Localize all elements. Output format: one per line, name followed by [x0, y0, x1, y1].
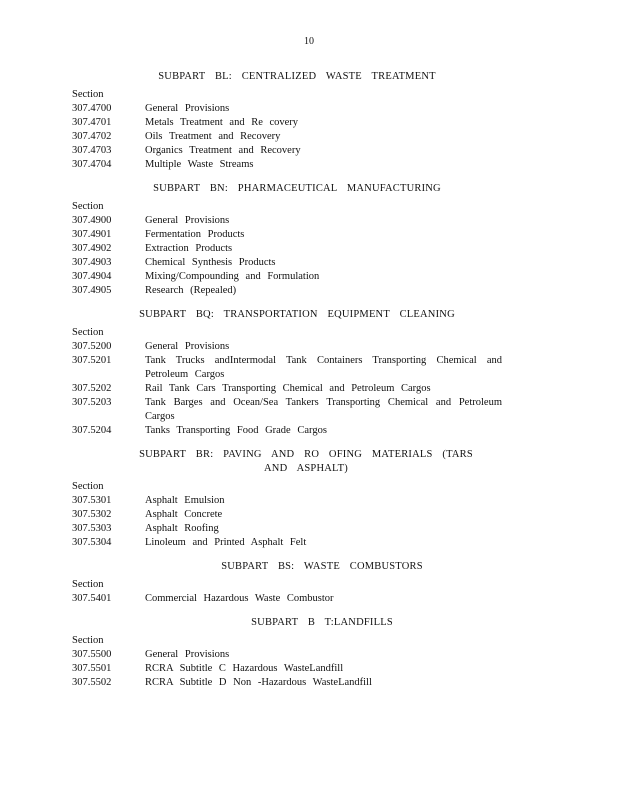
section-title: Chemical Synthesis Products [145, 257, 276, 268]
list-item [72, 522, 502, 536]
section-number: 307.5501 [72, 663, 112, 674]
list-item [72, 102, 502, 116]
subpart-title: SUBPART BQ: TRANSPORTATION EQUIPMENT CLEANING [139, 309, 455, 320]
list-item [72, 130, 502, 144]
subpart-bl [72, 70, 502, 172]
section-number: 307.5302 [72, 509, 112, 520]
section-title: Linoleum and Printed Asphalt Felt [145, 537, 307, 548]
section-number: 307.5301 [72, 495, 112, 506]
subpart-title: SUBPART BS: WASTE COMBUSTORS [221, 561, 423, 572]
list-item [72, 284, 502, 298]
section-title: Rail Tank Cars Transporting Chemical and Petroleum Cargos [145, 383, 431, 394]
section-title: Oils Treatment and Recovery [145, 131, 281, 142]
section-number: 307.5204 [72, 425, 112, 436]
section-number: 307.4903 [72, 257, 112, 268]
section-title: Tank Trucks andIntermodal Tank Containers Transporting Chemical and Petroleum Cargos [145, 355, 502, 380]
section-number: 307.4900 [72, 215, 112, 226]
section-title: Metals Treatment and Re covery [145, 117, 299, 128]
section-number: 307.4704 [72, 159, 112, 170]
list-item [72, 242, 502, 256]
section-number: 307.5303 [72, 523, 112, 534]
subpart-title: SUBPART B T:LANDFILLS [251, 617, 393, 628]
subpart-title: SUBPART BL: CENTRALIZED WASTE TREATMENT [158, 71, 436, 82]
section-number: 307.4904 [72, 271, 112, 282]
section-number: 307.4902 [72, 243, 112, 254]
subpart-title: SUBPART BN: PHARMACEUTICAL MANUFACTURING [153, 183, 441, 194]
section-title: RCRA Subtitle D Non -Hazardous WasteLandfill [145, 677, 372, 688]
section-label: Section [72, 481, 104, 492]
section-number: 307.5201 [72, 355, 112, 366]
subpart-bt [72, 616, 502, 690]
section-number: 307.5401 [72, 593, 112, 604]
list-item [72, 424, 502, 438]
section-number: 307.4905 [72, 285, 112, 296]
list-item [72, 354, 502, 382]
section-title: Mixing/Compounding and Formulation [145, 271, 320, 282]
section-title: RCRA Subtitle C Hazardous WasteLandfill [145, 663, 344, 674]
list-item [72, 494, 502, 508]
section-title: Commercial Hazardous Waste Combustor [145, 593, 334, 604]
section-number: 307.4701 [72, 117, 112, 128]
page-number: 10 [304, 36, 314, 47]
list-item [72, 256, 502, 270]
subpart-bs [72, 560, 502, 606]
section-label: Section [72, 579, 104, 590]
list-item [72, 648, 502, 662]
section-number: 307.4901 [72, 229, 112, 240]
section-label: Section [72, 635, 104, 646]
list-item [72, 508, 502, 522]
section-title: Asphalt Roofing [145, 523, 219, 534]
section-title: Fermentation Products [145, 229, 245, 240]
list-item [72, 396, 502, 424]
section-title: Asphalt Emulsion [145, 495, 225, 506]
subpart-bn [72, 182, 502, 298]
list-item [72, 158, 502, 172]
section-title: Tank Barges and Ocean/Sea Tankers Transporting Chemical and Petroleum Cargos [145, 397, 502, 422]
section-title: Tanks Transporting Food Grade Cargos [145, 425, 327, 436]
section-number: 307.4702 [72, 131, 112, 142]
list-item [72, 116, 502, 130]
list-item [72, 144, 502, 158]
section-title: General Provisions [145, 341, 230, 352]
section-title: Extraction Products [145, 243, 233, 254]
section-number: 307.4703 [72, 145, 112, 156]
section-number: 307.5203 [72, 397, 112, 408]
list-item [72, 662, 502, 676]
list-item [72, 382, 502, 396]
section-title: General Provisions [145, 649, 230, 660]
list-item [72, 536, 502, 550]
section-number: 307.5304 [72, 537, 112, 548]
section-number: 307.4700 [72, 103, 112, 114]
section-label: Section [72, 201, 104, 212]
list-item [72, 214, 502, 228]
document-body [72, 70, 502, 700]
subpart-br [72, 448, 502, 550]
section-title: General Provisions [145, 215, 230, 226]
section-label: Section [72, 89, 104, 100]
section-title: Organics Treatment and Recovery [145, 145, 301, 156]
section-number: 307.5500 [72, 649, 112, 660]
section-label: Section [72, 327, 104, 338]
list-item [72, 676, 502, 690]
section-title: Research (Repealed) [145, 285, 237, 296]
section-title: General Provisions [145, 103, 230, 114]
list-item [72, 592, 502, 606]
section-title: Asphalt Concrete [145, 509, 223, 520]
section-number: 307.5502 [72, 677, 112, 688]
section-number: 307.5200 [72, 341, 112, 352]
list-item [72, 270, 502, 284]
subpart-bq [72, 308, 502, 438]
list-item [72, 228, 502, 242]
list-item [72, 340, 502, 354]
section-number: 307.5202 [72, 383, 112, 394]
section-title: Multiple Waste Streams [145, 159, 254, 170]
subpart-title: SUBPART BR: PAVING AND RO OFING MATERIALS (TARS AND ASPHALT) [139, 449, 473, 474]
